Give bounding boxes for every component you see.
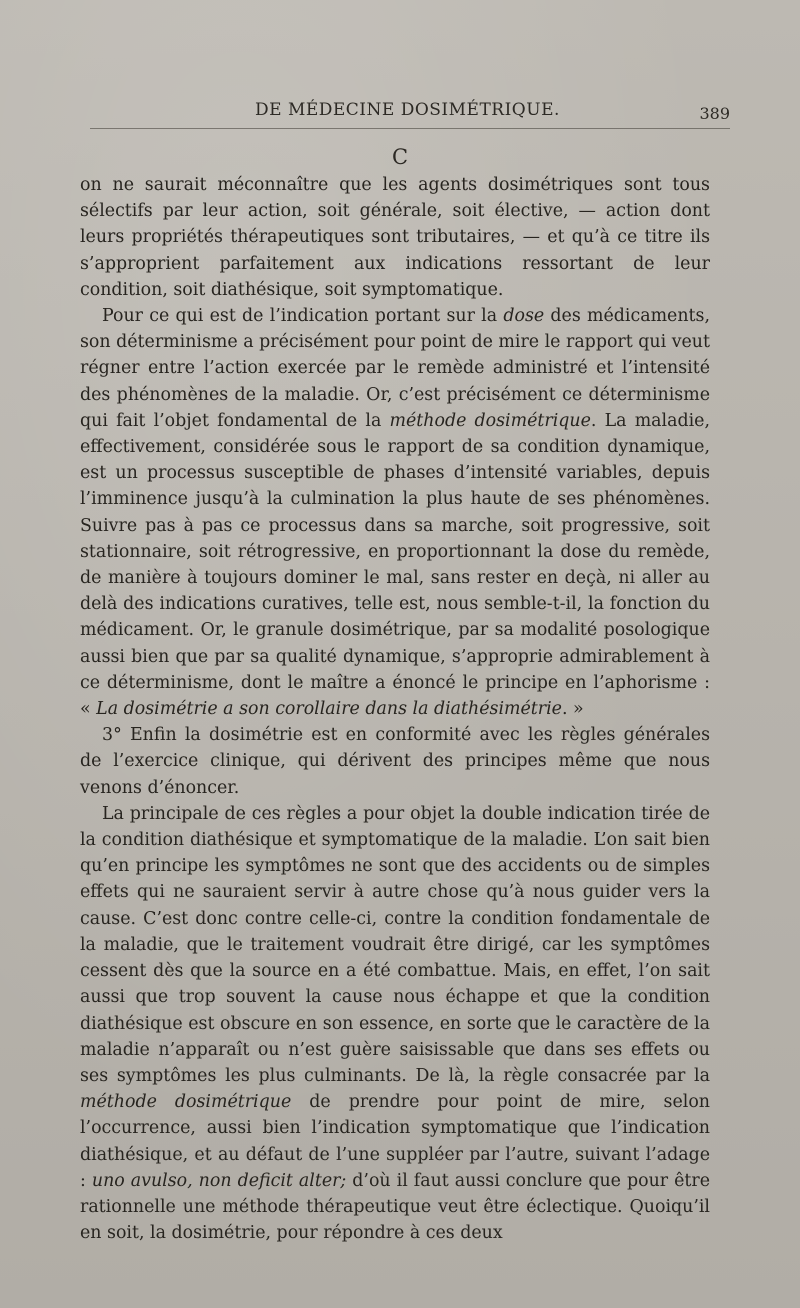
paragraph: [80, 303, 710, 722]
running-title: DE MÉDECINE DOSIMÉTRIQUE.: [255, 100, 560, 120]
paragraph: [80, 722, 710, 801]
italic-run: La dosimétrie a son corollaire dans la diathésimétrie: [96, 699, 562, 720]
text-run: Pour ce qui est de l’indication portant sur la: [102, 306, 504, 327]
text-run: 3° Enfin la dosimétrie est en conformité avec les règles générales de l’exercice clinique, qui dérivent des principes même que nous venons d’énoncer.: [80, 725, 710, 798]
paragraph: [80, 172, 710, 303]
text-run: . »: [561, 699, 584, 720]
text-run: . La maladie, effectivement, considérée sous le rapport de sa condition dynamique, est un processus susceptible de phases d’intensité variables, depuis l’imminence jusqu’à la culmination la plus haute de ses phénomènes. Suivre pas à pas ce processus dans sa marche, soit progressive, soit stationnaire, soit rétrogressive, en proportionnant la dose du remède, de manière à toujours dominer le mal, sans rester en deçà, ni aller au delà des indications curatives, telle est, nous semble-t-il, la fonction du médicament. Or, le granule dosimétrique, par sa modalité posologique aussi bien que par sa qualité dynamique, s’approprie admirablement à ce déterminisme, dont le maître a énoncé le principe en l’aphorisme : «: [80, 410, 710, 720]
text-run: d’où il faut aussi conclure que pour être rationnelle une méthode thérapeutique veut être éclectique. Quoiqu’il en soit, la dosimétrie, pour répondre à ces deux: [80, 1170, 710, 1244]
italic-run: méthode dosimétrique: [389, 410, 591, 431]
body-text: [80, 172, 710, 1246]
italic-run: dose: [503, 306, 545, 327]
paragraph: [80, 801, 710, 1246]
signature-mark: C: [391, 145, 409, 169]
italic-run: méthode dosimétrique: [80, 1092, 292, 1113]
page-number: 389: [699, 104, 730, 123]
page-header: [90, 100, 730, 130]
text-run: de prendre pour point de mire, selon l’occurrence, aussi bien l’indication symptomatique que l’indication diathésique, et au défaut de l’une suppléer par l’autre, suivant l’adage :: [80, 1092, 710, 1191]
text-run: La principale de ces règles a pour objet la double indication tirée de la condition diathésique et symptomatique de la maladie. L’on sait bien qu’en principe les symptômes ne sont que des accidents ou de simples effets qui ne sauraient servir à autre chose qu’à nous guider vers la cause. C’est donc contre celle-ci, contre la condition fondamentale de la maladie, que le traitement voudrait être dirigé, car les symptômes cessent dès que la source en a été combattue. Mais, en effet, l’on sait aussi que trop souvent la cause nous échappe et que la condition diathésique est obscure en son essence, en sorte que le caractère de la maladie n’apparaît ou n’est guère saisissable que dans ses effets ou ses symptômes les plus culminants. De là, la règle consacrée par la: [80, 803, 710, 1086]
header-rule: [90, 128, 730, 129]
italic-run: uno avulso, non deficit alter;: [91, 1170, 347, 1191]
text-run: on ne saurait méconnaître que les agents dosimétriques sont tous sélectifs par leur action, soit générale, soit élective, — action dont leurs propriétés thérapeutiques sont tributaires, — et qu’à ce titre ils s’approprient parfaitement aux indications ressortant de leur condition, soit diathésique, soit symptomatique.: [80, 175, 710, 300]
text-run: des médicaments, son déterminisme a précisément pour point de mire le rapport qui veut régner entre l’action exercée par le remède administré et l’intensité des phénomènes de la maladie. Or, c’est précisément ce déterminisme qui fait l’objet fondamental de la: [80, 306, 710, 431]
